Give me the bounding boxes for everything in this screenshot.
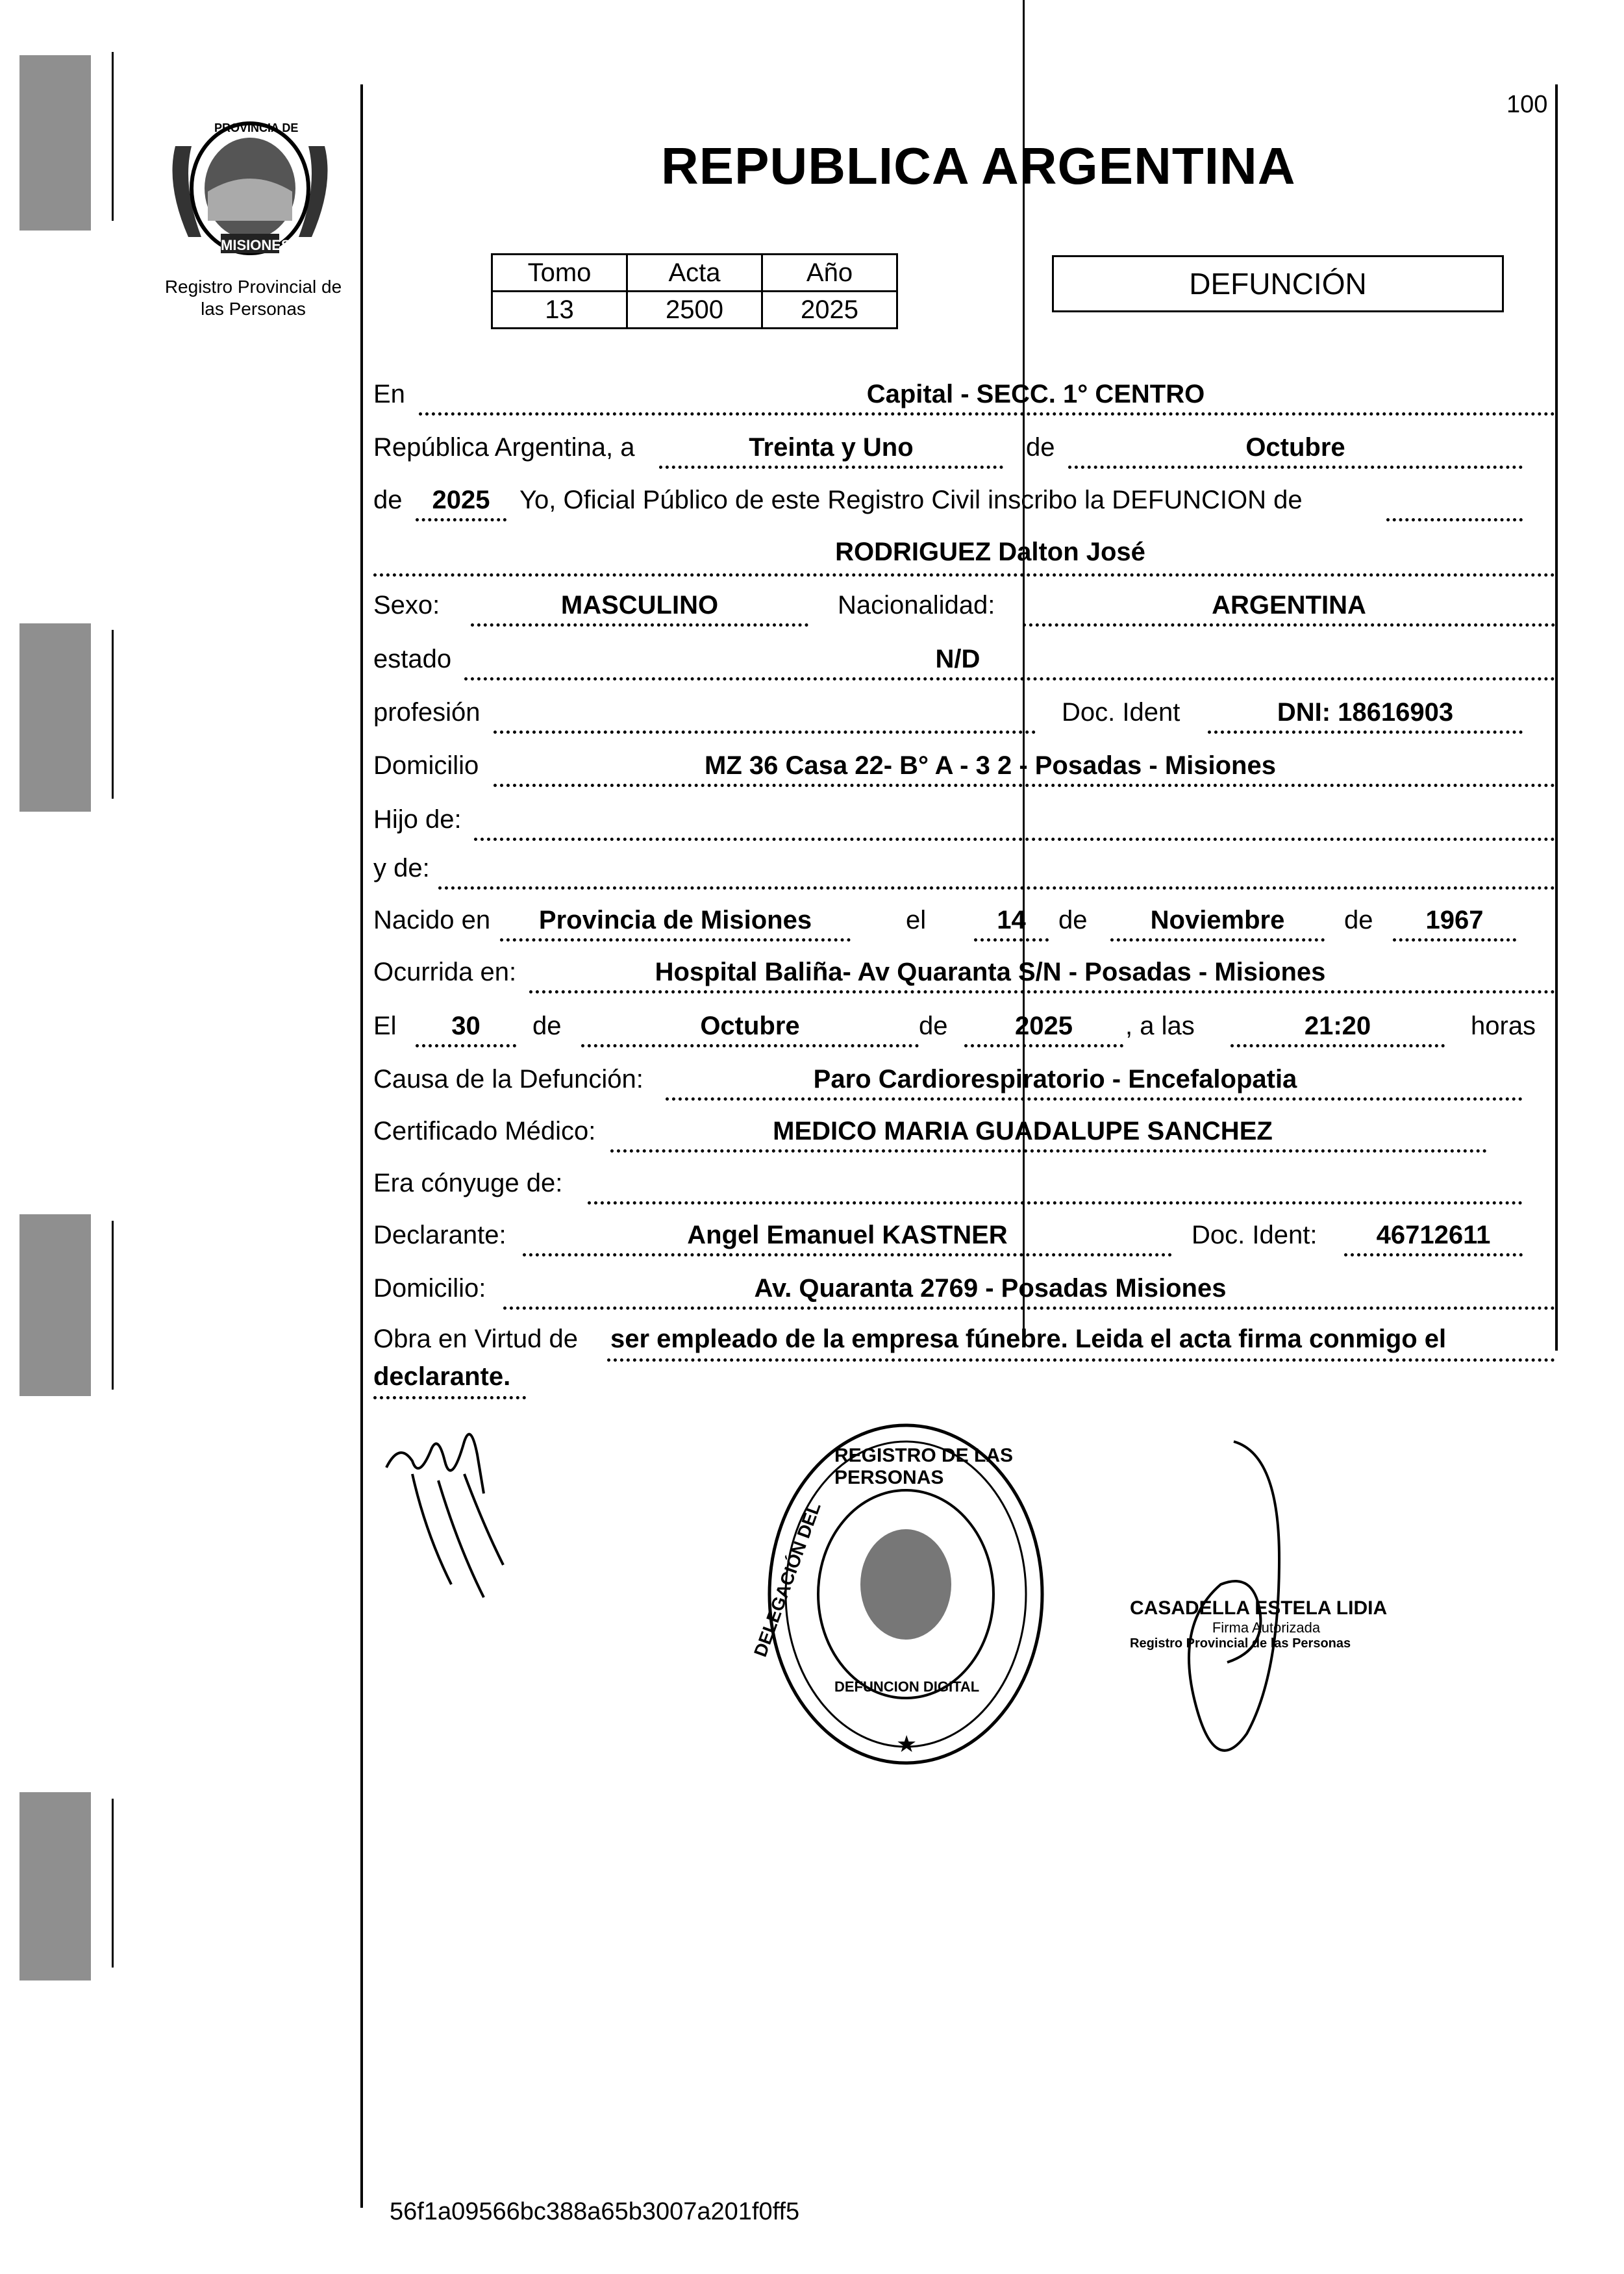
tomo-acta-anio-table (491, 253, 898, 329)
def-hora-value: 21:20 (1304, 1012, 1371, 1040)
domicilio-label: Domicilio (373, 751, 479, 780)
scan-mark (19, 1792, 91, 1980)
dotted-line (471, 623, 808, 627)
nacionalidad-label: Nacionalidad: (838, 591, 995, 619)
row-decl-domicilio (373, 1274, 1555, 1313)
dotted-line (416, 1044, 516, 1047)
row-fecha-defuncion (373, 1012, 1555, 1051)
yde-label: y de: (373, 854, 430, 882)
row-domicilio (373, 751, 1555, 790)
sexo-value: MASCULINO (560, 591, 719, 619)
nacido-value: Provincia de Misiones (538, 906, 812, 934)
registro-caption (146, 276, 360, 320)
dotted-line (1393, 938, 1516, 942)
declarante-label: Declarante: (373, 1221, 506, 1249)
decl-domicilio-label: Domicilio: (373, 1274, 486, 1303)
row-nombre (373, 538, 1555, 577)
stamp-left-arc: DELEGACIÓN DEL (750, 1499, 825, 1660)
de-label: de (1026, 433, 1055, 462)
causa-label: Causa de la Defunción: (373, 1065, 643, 1093)
dotted-line (503, 1306, 1555, 1310)
star-icon: ★ (896, 1730, 918, 1757)
edge-line (112, 52, 114, 221)
signer-name: CASADELLA ESTELA LIDIA (1130, 1597, 1388, 1619)
decl-doc-value: 46712611 (1376, 1221, 1491, 1249)
table-row (492, 292, 897, 329)
table-header-row (492, 255, 897, 292)
row-estado (373, 645, 1555, 684)
en-value: Capital - SECC. 1° CENTRO (866, 380, 1205, 408)
dotted-line (500, 938, 851, 942)
province-logo (162, 107, 338, 263)
de-label: de (373, 486, 403, 514)
decl-domicilio-value: Av. Quaranta 2769 - Posadas Misiones (754, 1274, 1227, 1303)
nac-dia-value: 14 (997, 906, 1026, 934)
dotted-line (438, 886, 1555, 890)
page-title: REPUBLICA ARGENTINA (661, 137, 1296, 195)
signature-stamp-text (1130, 1597, 1403, 1651)
conyuge-label: Era cónyuge de: (373, 1169, 563, 1197)
scan-mark (19, 1214, 91, 1396)
dotted-line (666, 1097, 1523, 1101)
official-stamp (750, 1419, 1049, 1769)
horas-label: horas (1471, 1012, 1536, 1040)
row-certificado (373, 1117, 1555, 1156)
signer-role: Firma Autorizada (1212, 1619, 1321, 1636)
dotted-line (493, 784, 1555, 787)
stamp-inner-arc: DEFUNCION DIGITAL (834, 1679, 980, 1695)
domicilio-value: MZ 36 Casa 22- B° A - 3 2 - Posadas - Misiones (705, 751, 1276, 780)
causa-value: Paro Cardiorespiratorio - Encefalopatia (813, 1065, 1297, 1093)
de-label: de (1058, 906, 1088, 934)
scan-mark (19, 55, 91, 231)
sexo-label: Sexo: (373, 591, 440, 619)
dia-value: Treinta y Uno (749, 433, 914, 462)
declarante-signature (373, 1416, 529, 1623)
dotted-line (610, 1149, 1487, 1153)
en-label: En (373, 380, 405, 408)
yo-text: Yo, Oficial Público de este Registro Civil inscribo la DEFUNCION de (519, 486, 1303, 514)
dotted-line (1208, 731, 1523, 734)
dotted-line (659, 466, 1003, 469)
registro-line-1: Registro Provincial de (164, 277, 342, 297)
registro-line-2: las Personas (201, 299, 306, 319)
obra-value-1: ser empleado de la empresa fúnebre. Leida el acta firma conmigo el (610, 1325, 1447, 1353)
alas-label: , a las (1125, 1012, 1195, 1040)
ocurrida-label: Ocurrida en: (373, 958, 517, 986)
document-hash: 56f1a09566bc388a65b3007a201f0ff5 (390, 2198, 800, 2225)
obra-value-2: declarante. (373, 1362, 511, 1391)
stamp-top-arc: REGISTRO DE LAS PERSONAS (834, 1445, 1014, 1488)
de-label: de (532, 1012, 562, 1040)
right-border (1555, 84, 1558, 1351)
header-anio: Año (762, 255, 897, 292)
dotted-line (964, 1044, 1123, 1047)
dotted-line (1386, 518, 1523, 521)
hijo-label: Hijo de: (373, 805, 462, 834)
row-hijo (373, 805, 1555, 844)
dotted-line (588, 1201, 1523, 1205)
de-label: de (919, 1012, 948, 1040)
doc-ident-value: DNI: 18616903 (1277, 698, 1454, 727)
nac-mes-value: Noviembre (1150, 906, 1285, 934)
nacido-label: Nacido en (373, 906, 491, 934)
mes-value: Octubre (1245, 433, 1345, 462)
dotted-line (974, 938, 1049, 942)
header-acta: Acta (627, 255, 762, 292)
obra-label: Obra en Virtud de (373, 1325, 579, 1353)
dotted-line (419, 412, 1555, 416)
row-obra (373, 1325, 1555, 1403)
left-border (360, 84, 363, 2208)
estado-value: N/D (935, 645, 981, 673)
dotted-line (1230, 1044, 1445, 1047)
dotted-line (474, 838, 1555, 841)
dotted-line (416, 518, 506, 521)
nombre-value: RODRIGUEZ Dalton José (835, 538, 1145, 566)
row-conyuge (373, 1169, 1555, 1208)
dotted-line (529, 990, 1555, 993)
dotted-line (581, 1044, 919, 1047)
logo-text-bottom: MISIONES (221, 237, 291, 253)
dotted-line (1023, 623, 1555, 627)
value-tomo: 13 (492, 292, 627, 329)
estado-label: estado (373, 645, 452, 673)
value-anio: 2025 (762, 292, 897, 329)
signer-office: Registro Provincial de las Personas (1130, 1636, 1351, 1651)
edge-line (112, 630, 114, 799)
def-mes-value: Octubre (700, 1012, 800, 1040)
anio-value: 2025 (432, 486, 490, 514)
row-anio-yo (373, 486, 1555, 525)
decl-doc-label: Doc. Ident: (1192, 1221, 1318, 1249)
el-label: el (906, 906, 927, 934)
El-label: El (373, 1012, 397, 1040)
row-yde (373, 854, 1555, 893)
edge-line (112, 1799, 114, 1968)
de-label: de (1344, 906, 1373, 934)
nac-anio-value: 1967 (1425, 906, 1484, 934)
dotted-line (523, 1253, 1172, 1256)
dotted-line (607, 1358, 1555, 1362)
document-type-box: DEFUNCIÓN (1052, 255, 1504, 312)
dotted-line (493, 731, 1036, 734)
dotted-line (1110, 938, 1325, 942)
nacionalidad-value: ARGENTINA (1212, 591, 1366, 619)
row-causa (373, 1065, 1555, 1104)
row-fecha-inscripcion (373, 433, 1555, 472)
declarante-value: Angel Emanuel KASTNER (687, 1221, 1008, 1249)
ocurrida-value: Hospital Baliña- Av Quaranta S/N - Posadas - Misiones (655, 958, 1326, 986)
dotted-line (373, 573, 1555, 577)
profesion-label: profesión (373, 698, 481, 727)
header-tomo: Tomo (492, 255, 627, 292)
dotted-line (373, 1396, 526, 1399)
dotted-line (1068, 466, 1523, 469)
row-sexo (373, 591, 1555, 630)
republica-label: República Argentina, a (373, 433, 635, 462)
row-declarante (373, 1221, 1555, 1260)
dotted-line (1344, 1253, 1523, 1256)
def-anio-value: 2025 (1015, 1012, 1073, 1040)
row-profesion (373, 698, 1555, 737)
certificado-value: MEDICO MARIA GUADALUPE SANCHEZ (773, 1117, 1273, 1145)
row-nacido (373, 906, 1555, 945)
certificado-label: Certificado Médico: (373, 1117, 596, 1145)
scan-mark (19, 623, 91, 812)
edge-line (112, 1221, 114, 1390)
doc-ident-label: Doc. Ident (1062, 698, 1181, 727)
value-acta: 2500 (627, 292, 762, 329)
page-number: 100 (1506, 91, 1548, 118)
dotted-line (464, 677, 1555, 681)
def-dia-value: 30 (451, 1012, 481, 1040)
logo-text-top: PROVINCIA DE (214, 121, 299, 134)
row-ocurrida (373, 958, 1555, 997)
row-en (373, 380, 1555, 419)
